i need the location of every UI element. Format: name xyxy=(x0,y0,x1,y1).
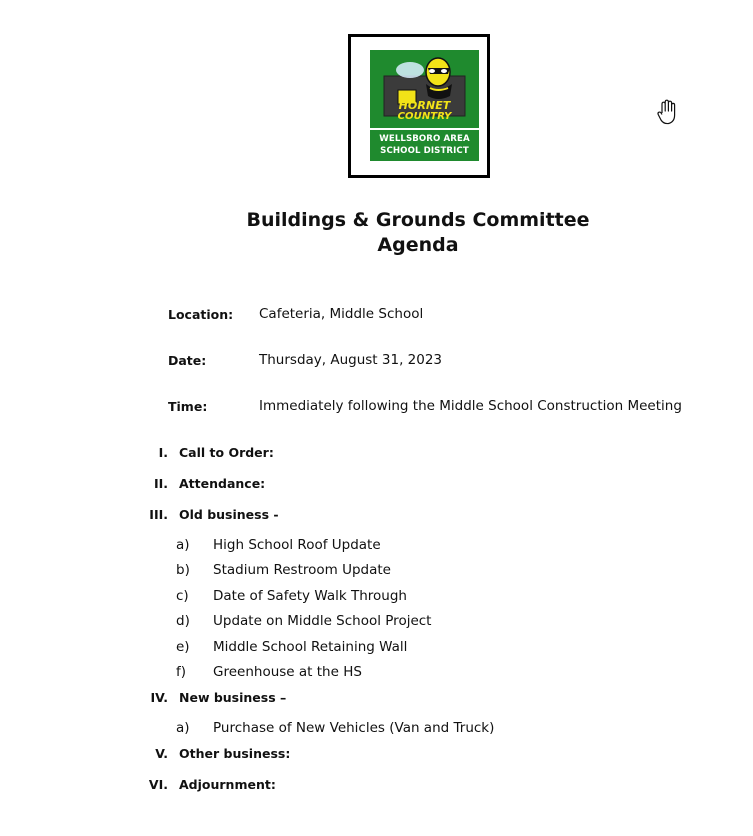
date-label: Date: xyxy=(168,353,207,368)
time-value: Immediately following the Middle School Construction Meeting xyxy=(259,398,682,414)
time-label: Time: xyxy=(168,399,208,414)
item-letter: b) xyxy=(176,562,190,578)
list-item: Stadium Restroom Update xyxy=(213,562,391,578)
item-letter: a) xyxy=(176,537,190,553)
list-item: Purchase of New Vehicles (Van and Truck) xyxy=(213,720,495,736)
list-item: Greenhouse at the HS xyxy=(213,664,362,680)
section-other-business: Other business: xyxy=(179,746,291,761)
page-title: Buildings & Grounds Committee xyxy=(246,209,590,231)
logo-mascot-text-2: COUNTRY xyxy=(397,111,452,122)
list-item: High School Roof Update xyxy=(213,537,381,553)
section-number: I. xyxy=(158,445,168,460)
section-attendance: Attendance: xyxy=(179,476,266,491)
section-call-to-order: Call to Order: xyxy=(179,445,274,460)
logo-district-line1: WELLSBORO AREA xyxy=(379,134,470,144)
logo-badge xyxy=(370,50,479,161)
location-value: Cafeteria, Middle School xyxy=(259,306,424,322)
hand-cursor-icon xyxy=(656,99,680,125)
logo-district-line2: SCHOOL DISTRICT xyxy=(380,146,469,156)
item-letter: d) xyxy=(176,613,190,629)
item-letter: e) xyxy=(176,639,190,655)
section-new-business: New business – xyxy=(179,690,287,705)
logo-divider xyxy=(370,128,479,130)
page-subtitle: Agenda xyxy=(377,234,459,256)
logo-mascot-text-1: HORNET xyxy=(398,99,451,112)
section-old-business: Old business - xyxy=(179,507,279,522)
section-number: V. xyxy=(155,746,168,761)
section-number: VI. xyxy=(148,777,168,792)
section-number: III. xyxy=(149,507,168,522)
date-value: Thursday, August 31, 2023 xyxy=(259,352,443,368)
item-letter: c) xyxy=(176,588,189,604)
item-letter: a) xyxy=(176,720,190,736)
list-item: Update on Middle School Project xyxy=(213,613,432,629)
section-number: II. xyxy=(153,476,168,491)
list-item: Middle School Retaining Wall xyxy=(213,639,408,655)
district-logo xyxy=(348,34,490,178)
item-letter: f) xyxy=(176,664,187,680)
list-item: Date of Safety Walk Through xyxy=(213,588,407,604)
section-number: IV. xyxy=(150,690,168,705)
section-adjournment: Adjournment: xyxy=(179,777,276,792)
location-label: Location: xyxy=(168,307,234,322)
